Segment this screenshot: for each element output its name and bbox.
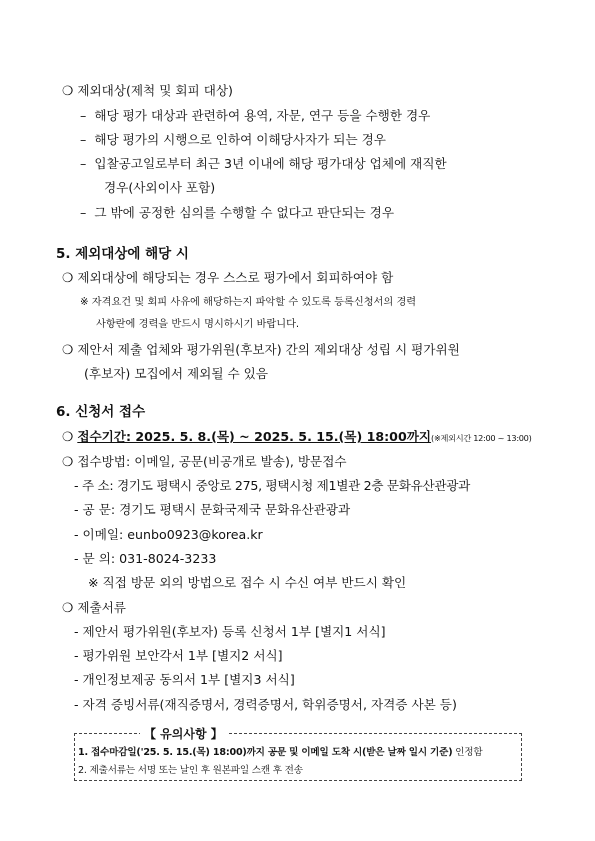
notice-line xyxy=(78,744,482,758)
method-line xyxy=(62,454,347,470)
circle-bullet-icon: ❍ xyxy=(62,600,74,615)
docs-title-line xyxy=(62,600,126,616)
section5-heading: 5. 제외대상에 해당 시 xyxy=(56,246,189,262)
section5-note: ※ 자격요건 및 회피 사유에 해당하는지 파악할 수 있도록 등록신청서의 경력 xyxy=(80,297,417,308)
section5-line xyxy=(62,270,393,286)
section5-note-continued: 사항란에 경력을 반드시 명시하시기 바랍니다. xyxy=(96,319,300,330)
section5-line-text: 제안서 제출 업체와 평가위원(후보자) 간의 제외대상 성립 시 평가위원 xyxy=(77,342,460,357)
exclusion-item: – 그 밖에 공정한 심의를 수행할 수 없다고 판단되는 경우 xyxy=(80,205,394,220)
circle-bullet-icon: ❍ xyxy=(62,270,74,285)
circle-bullet-icon: ❍ xyxy=(62,454,74,469)
doc-item: - 자격 증빙서류(재직증명서, 경력증명서, 학위증명서, 자격증 사본 등) xyxy=(74,697,457,712)
notice-box-title: 【 유의사항 】 xyxy=(140,725,227,742)
method-text: 접수방법: 이메일, 공문(비공개로 발송), 방문접수 xyxy=(77,454,347,469)
circle-bullet-icon: ❍ xyxy=(62,83,74,98)
section5-line-continued: (후보자) 모집에서 제외될 수 있음 xyxy=(84,366,268,381)
section5-line-text: 제외대상에 해당되는 경우 스스로 평가에서 회피하여야 함 xyxy=(77,270,394,285)
visit-note: ※ 직접 방문 외의 방법으로 접수 시 수신 여부 반드시 확인 xyxy=(88,575,407,590)
doc-item: - 제안서 평가위원(후보자) 등록 신청서 1부 [별지1 서식] xyxy=(74,624,386,639)
exclusion-item-text: 입찰공고일로부터 최근 3년 이내에 해당 평가대상 업체에 재직한 xyxy=(94,156,447,171)
period-label: 접수기간: 2025. 5. 8.(목) ~ 2025. 5. 15.(목) 18:00까지 xyxy=(77,429,432,444)
period-note: (※제외시간 12:00 ~ 13:00) xyxy=(431,433,532,443)
address-line: - 주 소: 경기도 평택시 중앙로 275, 평택시청 제1별관 2층 문화유산관광과 xyxy=(74,478,470,493)
section6-heading: 6. 신청서 접수 xyxy=(56,404,146,420)
exclusion-title: 제외대상(제척 및 회피 대상) xyxy=(77,83,233,98)
doc-item: - 평가위원 보안각서 1부 [별지2 서식] xyxy=(74,648,283,663)
notice-line-bold: 1. 접수마감일('25. 5. 15.(목) 18:00)까지 공문 및 이메일 도착 시(받은 날짜 일시 기준) xyxy=(78,747,453,758)
exclusion-item-text: 해당 평가 대상과 관련하여 용역, 자문, 연구 등을 수행한 경우 xyxy=(94,108,431,123)
notice-line-tail: 인정함 xyxy=(452,747,483,758)
exclusion-item-continued: 경우(사외이사 포함) xyxy=(104,180,216,195)
section5-line xyxy=(62,342,460,358)
exclusion-item-text: 해당 평가의 시행으로 인하여 이해당사자가 되는 경우 xyxy=(94,132,386,147)
recipient-line: - 공 문: 경기도 평택시 문화국제국 문화유산관광과 xyxy=(74,502,351,517)
circle-bullet-icon: ❍ xyxy=(62,429,74,444)
exclusion-item-text: 그 밖에 공정한 심의를 수행할 수 없다고 판단되는 경우 xyxy=(94,205,394,220)
circle-bullet-icon: ❍ xyxy=(62,342,74,357)
period-line xyxy=(62,429,532,446)
doc-item: - 개인정보제공 동의서 1부 [별지3 서식] xyxy=(74,672,295,687)
exclusion-title-line xyxy=(62,83,233,99)
exclusion-item: – 입찰공고일로부터 최근 3년 이내에 해당 평가대상 업체에 재직한 xyxy=(80,156,447,171)
exclusion-item: – 해당 평가의 시행으로 인하여 이해당사자가 되는 경우 xyxy=(80,132,386,147)
notice-line: 2. 제출서류는 서명 또는 날인 후 원본파일 스캔 후 전송 xyxy=(78,765,303,776)
email-line: - 이메일: eunbo0923@korea.kr xyxy=(74,527,263,542)
exclusion-item: – 해당 평가 대상과 관련하여 용역, 자문, 연구 등을 수행한 경우 xyxy=(80,108,431,123)
docs-title: 제출서류 xyxy=(77,600,126,615)
phone-line: - 문 의: 031-8024-3233 xyxy=(74,551,217,566)
